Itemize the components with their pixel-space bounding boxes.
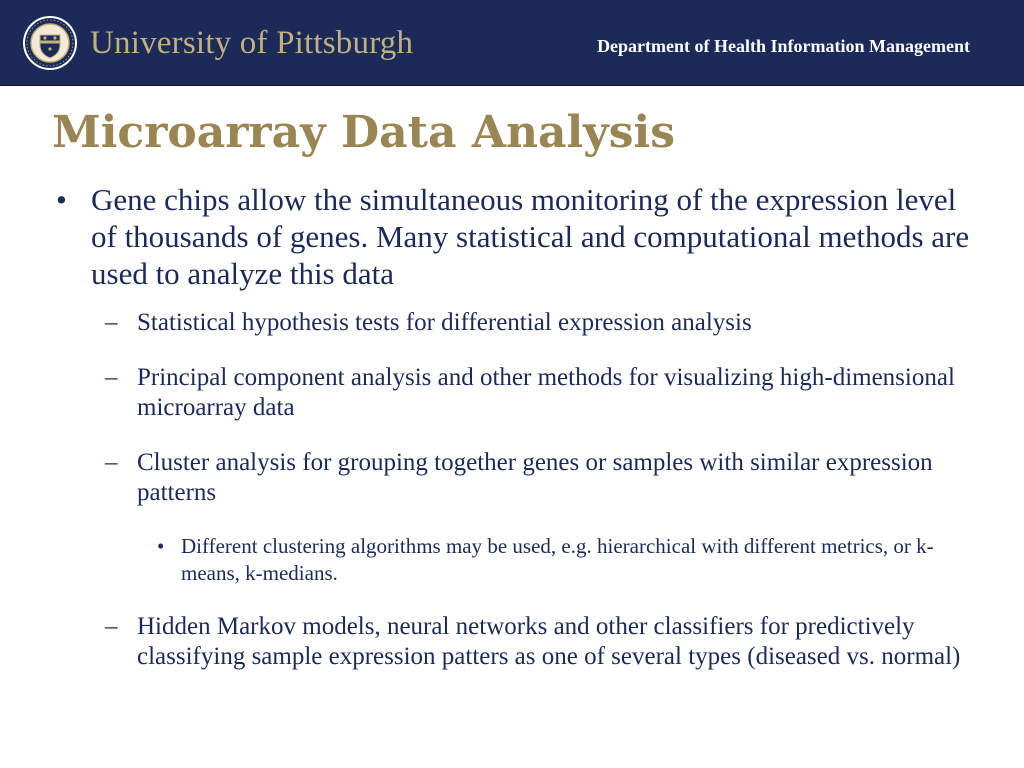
university-seal-icon <box>22 15 78 71</box>
slide-title: Microarray Data Analysis <box>52 107 676 158</box>
sub-sub-bullet-clustering-algorithms: Different clustering algorithms may be used, e.g. hierarchical with different metrics, or k-means, k-medians. <box>181 534 934 585</box>
sub-bullet-hypothesis-tests: Statistical hypothesis tests for differential expression analysis <box>137 309 752 336</box>
main-bullet-text: Gene chips allow the simultaneous monitoring of the expression level of thousands of genes. Many statistical and computational methods are used to analyze this data <box>91 182 970 291</box>
sub-bullet-classifiers: Hidden Markov models, neural networks and other classifiers for predictively classifying sample expression patters as one of several types (diseased vs. normal) <box>137 613 961 670</box>
sub-bullet-cluster-analysis: Cluster analysis for grouping together genes or samples with similar expression patterns <box>137 449 933 506</box>
sub-bullet-marker: – <box>105 364 118 391</box>
sub-sub-bullet-marker: • <box>157 534 165 558</box>
university-name: University of Pittsburgh <box>90 25 414 61</box>
sub-bullet-pca: Principal component analysis and other methods for visualizing high-dimensional microarray data <box>137 364 955 421</box>
header-bar <box>0 0 1024 86</box>
sub-bullet-marker: – <box>105 309 118 336</box>
sub-bullet-marker: – <box>105 613 118 640</box>
sub-bullet-marker: – <box>105 449 118 476</box>
bullet-marker: • <box>56 182 67 217</box>
department-name: Department of Health Information Management <box>597 36 970 56</box>
